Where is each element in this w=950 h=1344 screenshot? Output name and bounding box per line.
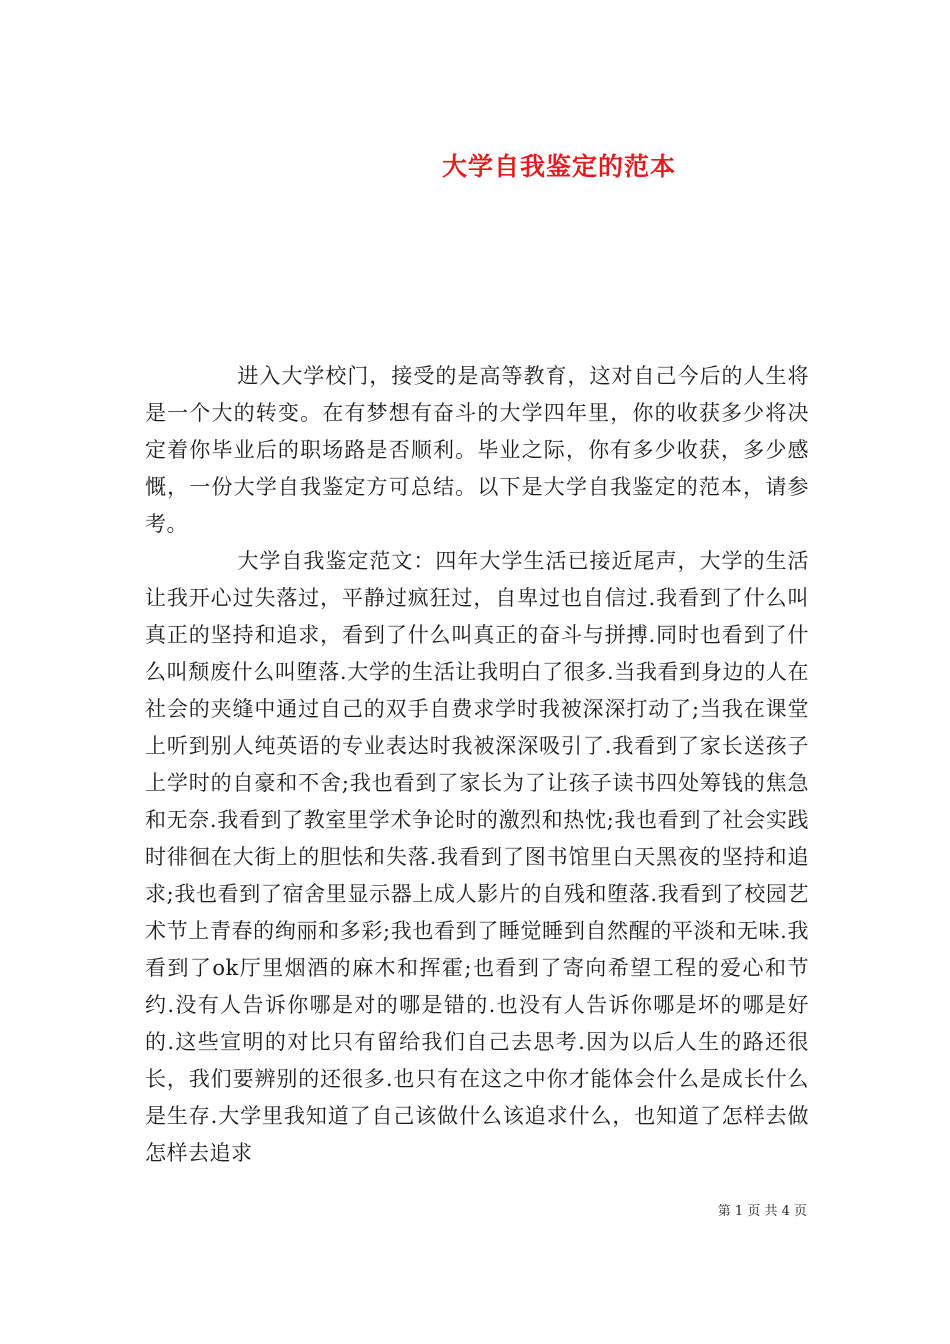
page-indicator: 第 1 页 共 4 页 [717,1204,807,1219]
document-title: 大学自我鉴定的范本 [441,151,676,181]
paragraph-sample: 大学自我鉴定范文：四年大学生活已接近尾声，大学的生活让我开心过失落过，平静过疯狂过，自卑过也自信过.我看到了什么叫真正的坚持和追求，看到了什么叫真正的奋斗与拼搏.同时也看到了什么叫颓废什么叫堕落.大学的生活让我明白了很多.当我看到身边的人在社会的夹缝中通过自己的双手自费求学时我被深深打动了;当我在课堂上听到别人纯英语的专业表达时我被深深吸引了.我看到了家长送孩子上学时的自豪和不舍;我也看到了家长为了让孩子读书四处筹钱的焦急和无奈.我看到了教室里学术争论时的激烈和热忱;我也看到了社会实践时徘徊在大街上的胆怯和失落.我看到了图书馆里白天黑夜的坚持和追求;我也看到了宿舍里显示器上成人影片的自残和堕落.我看到了校园艺术节上青春的绚丽和多彩;我也看到了睡觉睡到自然醒的平淡和无味.我看到了ok厅里烟酒的麻木和挥霍;也看到了寄向希望工程的爱心和节约.没有人告诉你哪是对的哪是错的.也没有人告诉你哪是坏的哪是好的.这些宣明的对比只有留给我们自己去思考.因为以后人生的路还很长，我们要辨别的还很多.也只有在这之中你才能体会什么是成长什么是生存.大学里我知道了自己该做什么该追求什么，也知道了怎样去做怎样去追求 [145,549,809,1165]
document-body [145,358,809,1172]
paragraph-intro: 进入大学校门，接受的是高等教育，这对自己今后的人生将是一个大的转变。在有梦想有奋斗的大学四年里，你的收获多少将决定着你毕业后的职场路是否顺利。毕业之际，你有多少收获，多少感慨，一份大学自我鉴定方可总结。以下是大学自我鉴定的范本，请参考。 [145,364,809,536]
